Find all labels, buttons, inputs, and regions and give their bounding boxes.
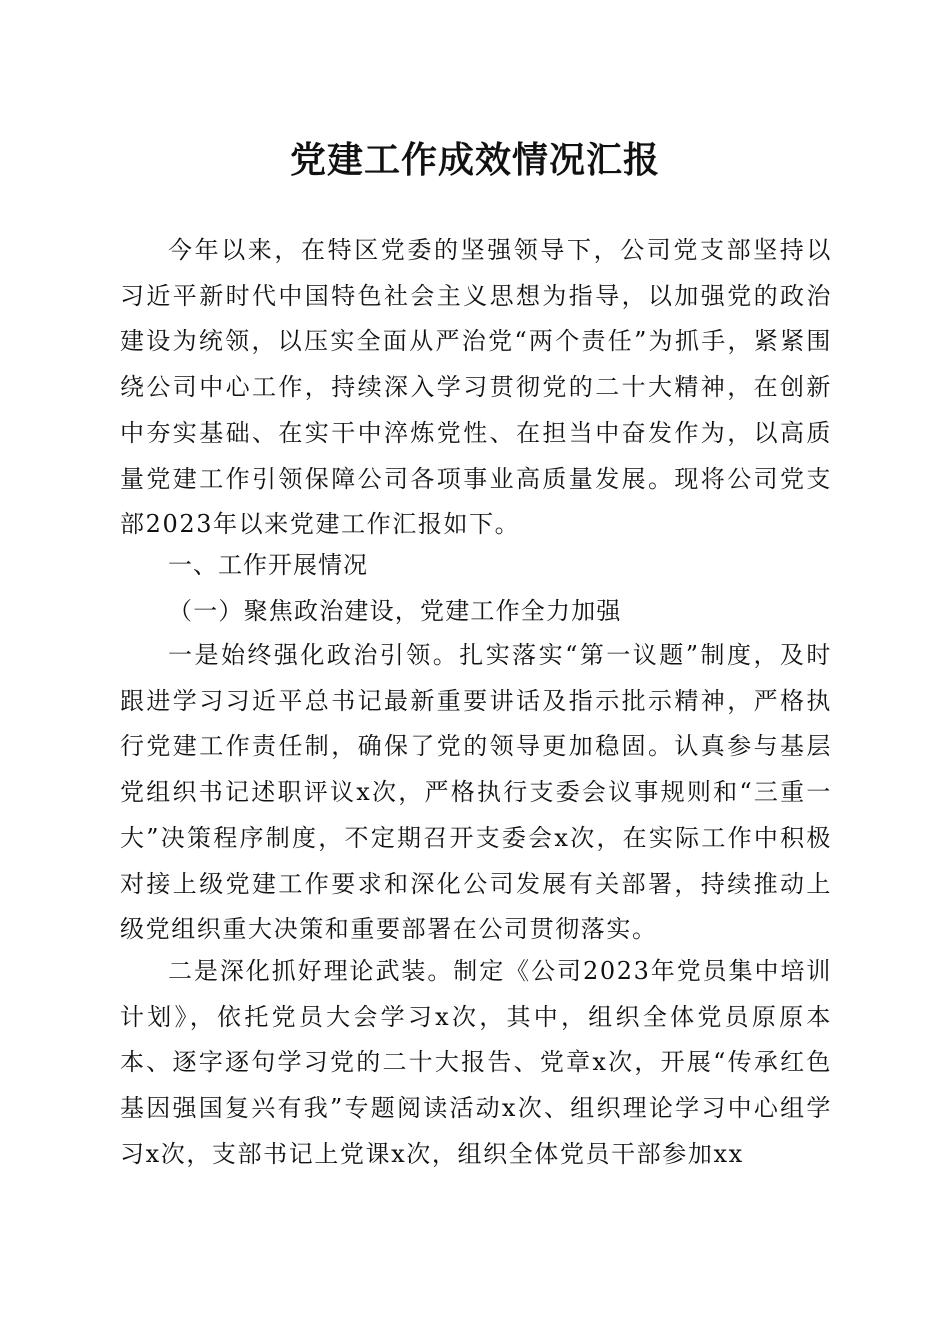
document-title: 党建工作成效情况汇报 [289, 139, 660, 181]
paragraph-1 [120, 633, 832, 953]
intro-paragraph: 今年以来，在特区党委的坚强领导下，公司党支部坚持以习近平新时代中国特色社会主义思想为指导，以加强党的政治建设为统领，以压实全面从严治党“两个责任”为抓手，紧紧围绕公司中心工作，持续深入学习贯彻党的二十大精神，在创新中夯实基础、在实干中淬炼党性、在担当中奋发作为，以高质量党建工作引领保障公司各项事业高质量发展。现将公司党支部2023年以来党建工作汇报如下。 [120, 236, 832, 539]
paragraph-1-block [120, 633, 832, 953]
paragraph-1-lead: 一是始终强化政治引领。 [168, 641, 460, 669]
paragraph-2-body: 制定《公司2023年党员集中培训计划》，依托党员大会学习x次，其中，组织全体党员原原本本、逐字逐句学习党的二十大报告、党章x次，开展“传承红色基因强国复兴有我”专题阅读活动x次、组织理论学习中心组学习x次，支部书记上党课x次，组织全体党员干部参加xx [120, 957, 832, 1168]
intro-paragraph-block [120, 228, 832, 548]
paragraph-2-block [120, 949, 832, 1178]
paragraph-2-lead: 二是深化抓好理论武装。 [168, 957, 454, 985]
paragraph-2 [120, 949, 832, 1178]
section-heading-1: 一、工作开展情况 [168, 551, 368, 579]
subsection-heading-1: （一）聚焦政治建设，党建工作全力加强 [168, 597, 622, 625]
paragraph-1-body: 扎实落实“第一议题”制度，及时跟进学习习近平总书记最新重要讲话及指示批示精神，严格执行党建工作责任制，确保了党的领导更加稳固。认真参与基层党组织书记述职评议x次，严格执行支委会议事规则和“三重一大”决策程序制度，不定期召开支委会x次，在实际工作中积极对接上级党建工作要求和深化公司发展有关部署，持续推动上级党组织重大决策和重要部署在公司贯彻落实。 [120, 641, 832, 944]
